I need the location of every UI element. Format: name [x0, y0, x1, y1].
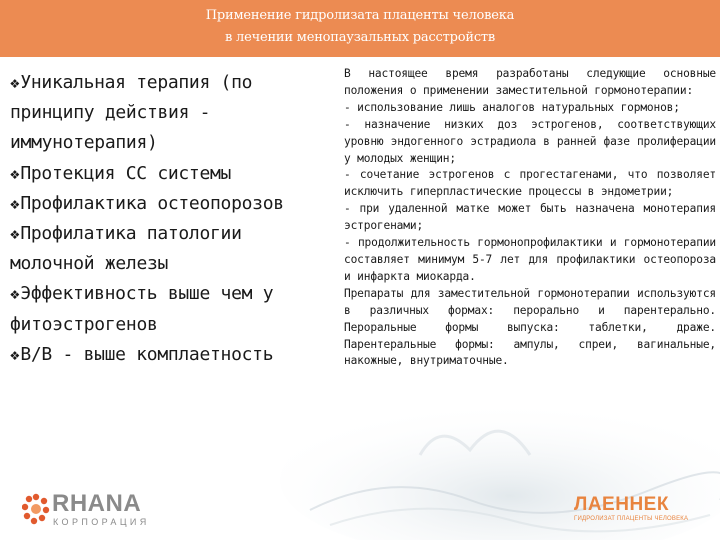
slide-title-line1: Применение гидролизата плаценты человека [205, 8, 515, 23]
laennec-logo [574, 494, 714, 530]
list-item: ❖Уникальная терапия (по [10, 72, 253, 93]
rhana-logo [22, 490, 172, 530]
paragraph-point: - при удаленной матке может быть назначена монотерапия эстрогенами; [344, 202, 716, 233]
paragraph-point: - продолжительность гормонопрофилактики и гормонотерапии составляет минимум 5-7 лет для профилактики остеопороза и инфаркта миокарда. [344, 236, 716, 283]
list-item: ❖Профилатика патологии [10, 223, 242, 245]
benefits-list [10, 68, 340, 370]
title-banner [0, 0, 720, 57]
diamond-bullet-icon: ❖ [10, 193, 20, 213]
list-item: фитоэстрогенов [10, 313, 158, 335]
list-item: ❖Протекция СС системы [10, 162, 232, 184]
list-item: ❖В/В - выше комплаетность [10, 343, 274, 365]
paragraph-point: - сочетание эстрогенов с прогестагенами, что позволяет исключить гиперпластические процессы в эндометрии; [344, 168, 716, 199]
paragraph-point: - использование лишь аналогов натуральных гормонов; [344, 100, 680, 114]
laennec-wordmark: ЛАЕННЕК [574, 494, 669, 515]
diamond-bullet-icon: ❖ [10, 163, 20, 183]
rhana-wordmark: RHANA [52, 490, 142, 517]
laennec-subtitle: ГИДРОЛИЗАТ ПЛАЦЕНТЫ ЧЕЛОВЕКА [574, 516, 689, 522]
diamond-bullet-icon: ❖ [10, 284, 20, 304]
diamond-bullet-icon: ❖ [10, 344, 20, 364]
paragraph-point: - назначение низких доз эстрогенов, соответствующих уровню эндогенного эстрадиола в ранней фазе пролиферации у молодых женщин; [344, 117, 716, 165]
list-item: иммунотерапия) [10, 132, 158, 154]
diamond-bullet-icon: ❖ [10, 224, 20, 244]
diamond-bullet-icon: ❖ [10, 73, 20, 92]
list-item: молочной железы [10, 253, 169, 275]
hrt-description [344, 66, 716, 370]
rhana-subtitle: КОРПОРАЦИЯ [53, 517, 150, 527]
paragraph-forms: Препараты для заместительной гормонотерапии используются в различных формах: перорально и парентерально. Пероральные формы выпуска: таблетки, драже. Парентеральные формы: ампулы, спреи, вагинальные, накожные, внутриматочные. [344, 286, 716, 368]
slide-title-line2: в лечении менопаузальных расстройств [224, 30, 496, 45]
list-item: ❖Профилактика остеопорозов [10, 192, 284, 214]
rhana-flower-icon [22, 492, 50, 526]
paragraph-intro: В настоящее время разработаны следующие основные положения о применении заместительной гормонотерапии: [344, 67, 716, 97]
list-item: ❖Эффективность выше чем у [10, 283, 274, 305]
list-item: принципу действия - [10, 102, 211, 124]
